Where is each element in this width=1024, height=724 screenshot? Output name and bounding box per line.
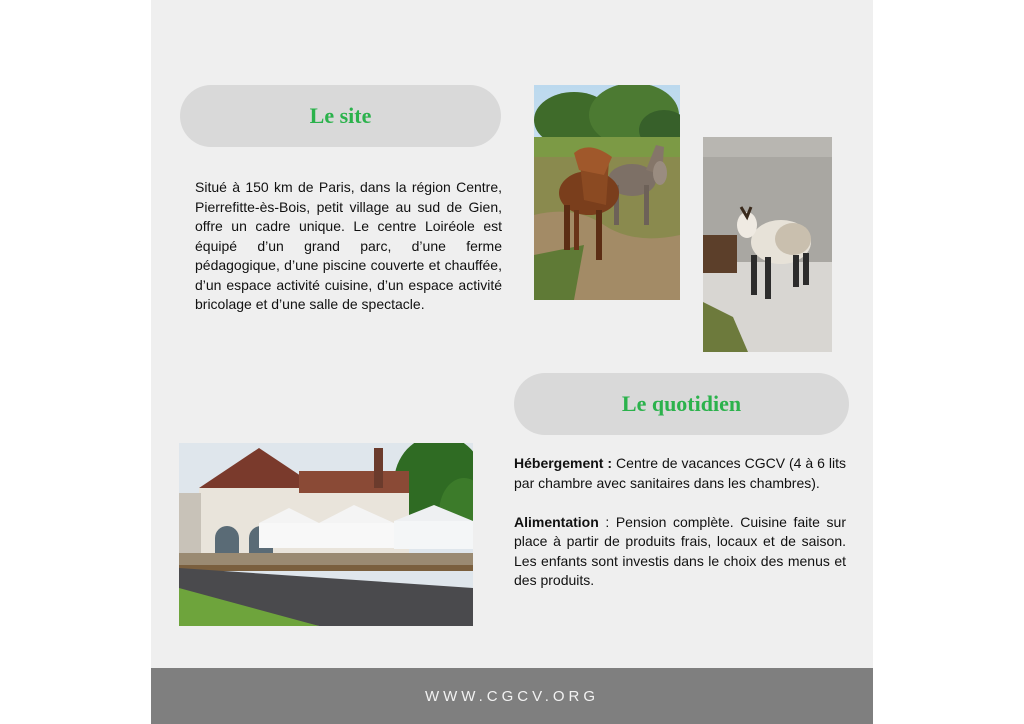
- alimentation-text: : Pension complète. Cuisine faite sur place à partir de produits frais, locaux et de saison. Les enfants sont investis dans le choix des menus et des produits.: [514, 513, 846, 588]
- quotidien-text: [514, 454, 846, 591]
- horse-and-donkey-photo: [534, 85, 680, 300]
- site-paragraph: Situé à 150 km de Paris, dans la région Centre, Pierrefitte-ès-Bois, petit village au sud de Gien, offre un cadre unique. Le centre Loiréole est équipé d’un grand parc, d’une ferme pédagogique, d’une piscine couverte et chauffée, d’un espace activité cuisine, d’un espace activité bricolage et d’une salle de spectacle.: [195, 179, 502, 312]
- website-url[interactable]: WWW.CGCV.ORG: [424, 687, 600, 705]
- alimentation-paragraph: [514, 513, 846, 591]
- site-text: [195, 178, 502, 315]
- quotidien-heading: Le quotidien: [621, 391, 742, 416]
- quotidien-heading-pill: [514, 373, 849, 435]
- site-heading-pill: [180, 85, 501, 147]
- footer-bar: [151, 668, 873, 724]
- alimentation-label: Alimentation: [514, 513, 599, 530]
- hebergement-text: Centre de vacances CGCV (4 à 6 lits par chambre avec sanitaires dans les chambres).: [514, 455, 846, 491]
- goat-photo: [703, 137, 832, 352]
- site-heading: Le site: [309, 103, 372, 128]
- hebergement-paragraph: [514, 454, 846, 493]
- hebergement-label: Hébergement :: [514, 455, 613, 471]
- building-with-tents-photo: [179, 443, 473, 626]
- page: [151, 0, 873, 724]
